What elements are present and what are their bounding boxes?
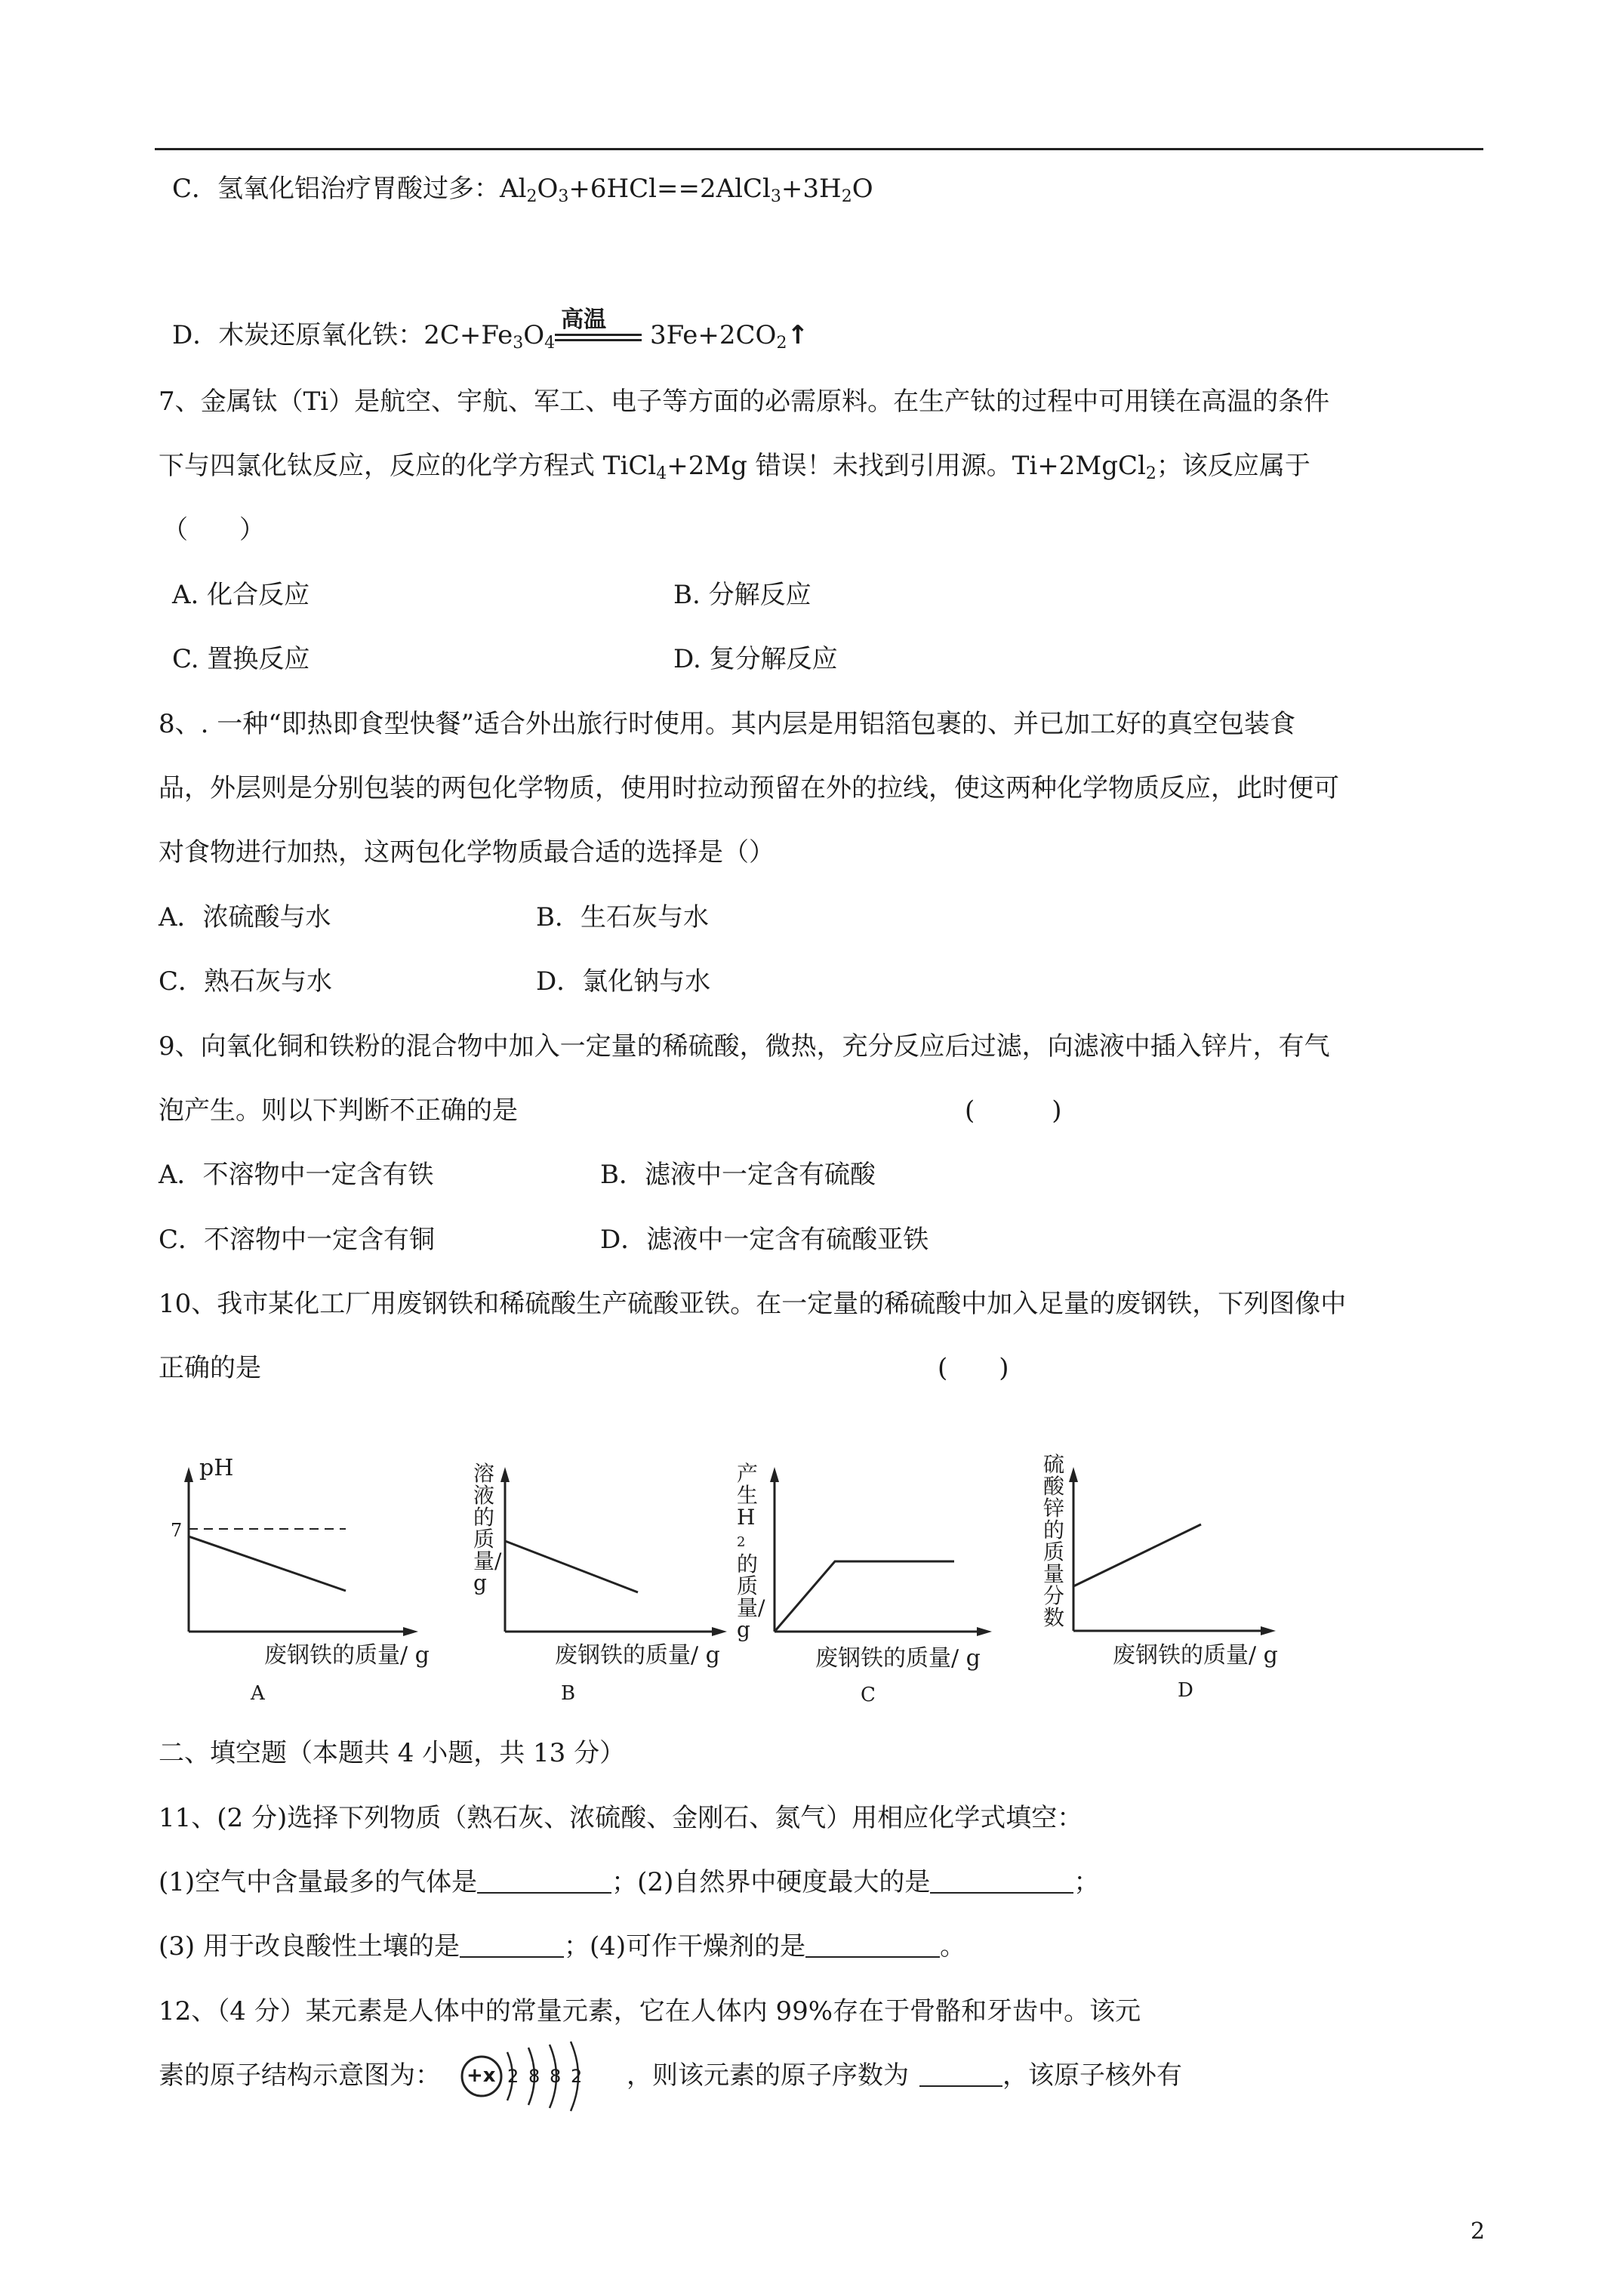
- graph-b-curve: [505, 1541, 638, 1592]
- shell-electrons-1: 2: [507, 2066, 519, 2087]
- q8-option-a: A．浓硫酸与水: [159, 902, 331, 932]
- q6-option-d: D．木炭还原氧化铁：$2C+Fe_3O_4$ 高温 $3Fe+2CO_2↑$: [172, 307, 808, 353]
- nucleus-charge: +x: [467, 2064, 496, 2087]
- q6-option-c: C．氢氧化铝治疗胃酸过多：$Al_2O_3+6HCl==2AlCl_3+3H_2O$: [172, 174, 873, 206]
- q8-option-b: B．生石灰与水: [536, 902, 709, 932]
- q10-line-1: 10、我市某化工厂用废钢铁和稀硫酸生产硫酸亚铁。在一定量的稀硫酸中加入足量的废钢铁，下列图像中: [159, 1289, 1347, 1319]
- graph-a-y-label: pH: [199, 1455, 234, 1481]
- q12-line-2-prefix: 素的原子结构示意图为：: [159, 2060, 441, 2091]
- q11-line-3: (3) 用于改良酸性土壤的是 ；(4)可作干燥剂的是 。: [159, 1931, 966, 1962]
- q8-line-1: 8、. 一种“即热即食型快餐”适合外出旅行时使用。其内层是用铝箔包裹的、并已加工好的真空包装食: [159, 709, 1296, 739]
- graph-d-curve: [1073, 1524, 1201, 1586]
- q8-option-d: D．氯化钠与水: [536, 966, 711, 997]
- graph-b-letter: B: [561, 1682, 576, 1705]
- q7-line-2: 下与四氯化钛反应，反应的化学方程式 TiCl$_4$+2Mg 错误！未找到引用源。Ti+2MgCl$_2$；该反应属于: [159, 451, 1310, 483]
- graph-a: [166, 1453, 468, 1710]
- graph-c-x-arrow-icon: [977, 1627, 992, 1636]
- q10-line-2: 正确的是: [159, 1353, 261, 1383]
- q7-option-d: D. 复分解反应: [673, 644, 838, 674]
- graph-a-letter: A: [251, 1682, 265, 1705]
- graph-b-y-arrow-icon: [500, 1467, 510, 1482]
- graph-c-letter: C: [861, 1684, 876, 1706]
- q11-blank-2[interactable]: [930, 1869, 1073, 1894]
- q12-line-2-suffix: ，则该元素的原子序数为 ，该原子核外有: [627, 2060, 1182, 2091]
- graph-b-y-label: 溶液的质量/g: [473, 1461, 502, 1595]
- graph-d-y-label: 硫酸锌的质量分数: [1043, 1452, 1065, 1630]
- graph-d-letter: D: [1178, 1679, 1193, 1702]
- high-temperature-condition: 高温: [555, 319, 642, 352]
- q8-line-3: 对食物进行加热，这两包化学物质最合适的选择是（）: [159, 837, 775, 868]
- shell-electrons-4: 2: [571, 2066, 583, 2087]
- q11-blank-1[interactable]: [477, 1869, 611, 1894]
- q7-option-b: B. 分解反应: [673, 580, 812, 610]
- graph-a-y-arrow-icon: [184, 1467, 193, 1482]
- graph-d-x-label: 废钢铁的质量/ g: [1113, 1642, 1278, 1669]
- q7-option-a: A. 化合反应: [172, 580, 310, 610]
- graph-b-x-arrow-icon: [712, 1627, 727, 1636]
- q9-line-2: 泡产生。则以下判断不正确的是: [159, 1096, 518, 1126]
- page-number: 2: [1471, 2218, 1486, 2245]
- q12-line-1: 12、（4 分）某元素是人体中的常量元素，它在人体内 99%存在于骨骼和牙齿中。该元: [159, 1996, 1141, 2026]
- graph-a-y-tick: 7: [171, 1520, 183, 1541]
- graph-a-curve: [189, 1536, 346, 1591]
- graph-b-x-label: 废钢铁的质量/ g: [555, 1642, 720, 1669]
- q7-line-1: 7、金属钛（Ti）是航空、宇航、军工、电子等方面的必需原料。在生产钛的过程中可用镁在高温的条件: [159, 387, 1330, 417]
- graph-c: [734, 1453, 1021, 1710]
- q9-option-c: C．不溶物中一定含有铜: [159, 1225, 436, 1255]
- q12-blank-1[interactable]: [919, 2063, 1002, 2087]
- q11-blank-4[interactable]: [805, 1934, 940, 1958]
- q9-line-1: 9、向氧化铜和铁粉的混合物中加入一定量的稀硫酸，微热，充分反应后过滤，向滤液中插入锌片，有气: [159, 1031, 1330, 1062]
- graph-c-y-label: 产生H2的质量/g: [737, 1461, 765, 1642]
- gas-arrow-icon: ↑: [787, 320, 808, 350]
- graph-c-y-arrow-icon: [770, 1467, 779, 1482]
- q8-option-c: C．熟石灰与水: [159, 966, 333, 997]
- graph-b: [472, 1453, 765, 1710]
- graph-c-curve: [775, 1561, 954, 1632]
- q9-option-d: D．滤液中一定含有硫酸亚铁: [600, 1225, 929, 1255]
- graph-d-x-arrow-icon: [1261, 1626, 1276, 1635]
- q7-option-c: C. 置换反应: [172, 644, 310, 674]
- shell-electrons-2: 8: [528, 2066, 540, 2087]
- graph-d: [1040, 1446, 1312, 1703]
- graph-c-x-label: 废钢铁的质量/ g: [815, 1645, 981, 1672]
- q11-line-2: (1)空气中含量最多的气体是 ；(2)自然界中硬度最大的是 ；: [159, 1867, 1100, 1897]
- q8-line-2: 品，外层则是分别包装的两包化学物质，使用时拉动预留在外的拉线，使这两种化学物质反应，此时便可: [159, 773, 1339, 803]
- q10-answer-paren: ( ): [938, 1353, 1009, 1383]
- q11-blank-3[interactable]: [460, 1934, 564, 1958]
- header-rule: [155, 148, 1483, 150]
- q9-answer-paren: ( ): [965, 1096, 1062, 1126]
- graph-d-y-arrow-icon: [1069, 1467, 1078, 1482]
- atom-structure-diagram: [453, 2039, 611, 2122]
- q7-answer-paren: （ ）: [162, 515, 265, 545]
- section-heading: 二、填空题（本题共 4 小题，共 13 分）: [159, 1738, 626, 1768]
- shell-electrons-3: 8: [550, 2066, 562, 2087]
- graph-a-x-label: 废钢铁的质量/ g: [264, 1642, 430, 1669]
- q9-option-b: B．滤液中一定含有硫酸: [600, 1160, 876, 1190]
- graph-a-x-arrow-icon: [403, 1627, 418, 1636]
- q11-line-1: 11、(2 分)选择下列物质（熟石灰、浓硫酸、金刚石、氮气）用相应化学式填空：: [159, 1803, 1083, 1833]
- q9-option-a: A．不溶物中一定含有铁: [159, 1160, 434, 1190]
